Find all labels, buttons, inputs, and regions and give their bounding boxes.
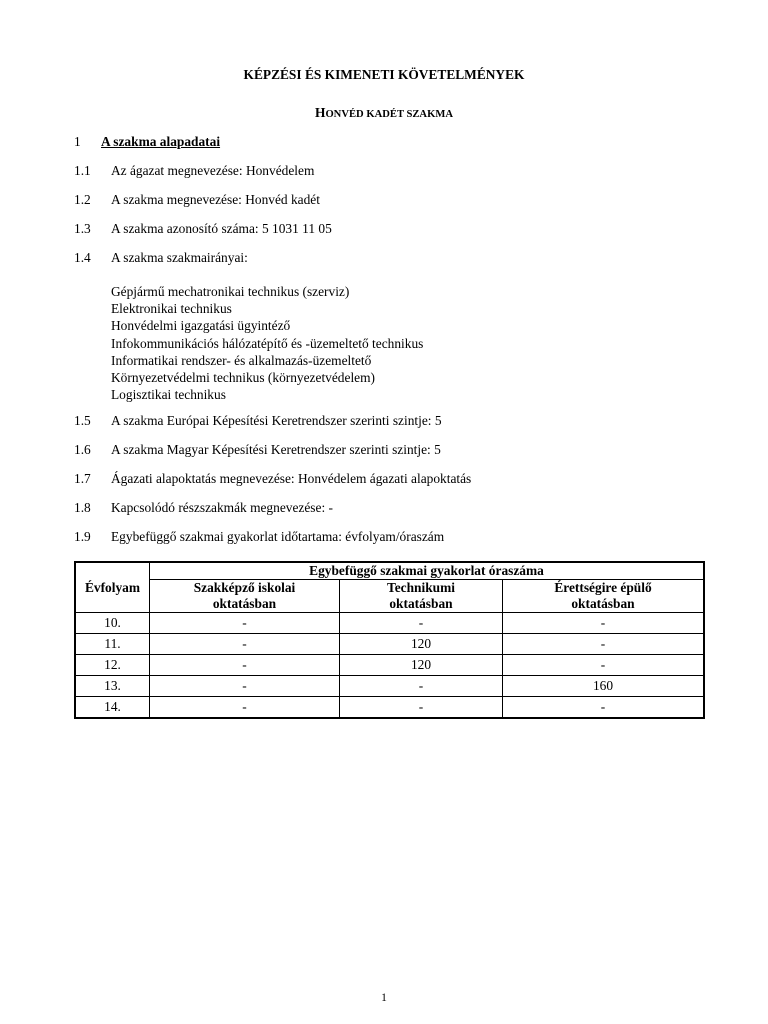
item-number: 1.6 — [74, 442, 91, 457]
table-cell: 120 — [340, 634, 503, 655]
specialization-item: Gépjármű mechatronikai technikus (szerviz) — [111, 284, 350, 299]
column-header-line: Technikumi — [387, 580, 455, 595]
column-header-line: oktatásban — [571, 596, 635, 611]
table-cell: - — [150, 697, 340, 719]
specialization-item: Infokommunikációs hálózatépítő és -üzemeltető technikus — [111, 335, 424, 351]
table-cell: 10. — [75, 613, 150, 634]
table-cell: - — [503, 613, 705, 634]
column-header — [340, 580, 503, 613]
document-subtitle — [0, 105, 768, 122]
specialization-item: Honvédelmi igazgatási ügyintéző — [111, 318, 291, 334]
item-number: 1.5 — [74, 413, 91, 428]
table-cell: 13. — [75, 676, 150, 697]
table-cell: - — [503, 697, 705, 719]
table-cell: 120 — [340, 655, 503, 676]
item-text: A szakma Európai Képesítési Keretrendszer szerinti szintje: 5 — [111, 413, 442, 428]
section-title: A szakma alapadatai — [101, 134, 221, 149]
item-text: A szakma megnevezése: Honvéd kadét — [111, 192, 320, 207]
specialization-list — [111, 283, 423, 403]
column-header — [150, 580, 340, 613]
column-header-line: Szakképző iskolai — [193, 580, 296, 595]
specialization-item: Elektronikai technikus — [111, 301, 232, 317]
item-text: Egybefüggő szakmai gyakorlat időtartama: évfolyam/óraszám — [111, 529, 445, 544]
item-text: Kapcsolódó részszakmák megnevezése: - — [111, 500, 333, 515]
item-text: A szakma azonosító száma: 5 1031 11 05 — [111, 221, 332, 236]
item-number: 1.4 — [74, 250, 91, 265]
table-cell: 12. — [75, 655, 150, 676]
column-header-line: Érettségire épülő — [554, 580, 652, 595]
item-text: Ágazati alapoktatás megnevezése: Honvédelem ágazati alapoktatás — [111, 471, 472, 486]
table-subheader-row — [75, 580, 704, 613]
practice-hours-table — [74, 561, 705, 719]
group-header: Egybefüggő szakmai gyakorlat óraszáma — [150, 562, 705, 580]
item-number: 1.9 — [74, 529, 91, 544]
item-number: 1.8 — [74, 500, 91, 515]
specialization-item: Logisztikai technikus — [111, 387, 226, 403]
table-cell: - — [150, 676, 340, 697]
table-cell: - — [150, 634, 340, 655]
table-cell: - — [150, 655, 340, 676]
item-text: Az ágazat megnevezése: Honvédelem — [111, 163, 315, 178]
table-cell: 11. — [75, 634, 150, 655]
item-text: A szakma Magyar Képesítési Keretrendszer szerinti szintje: 5 — [111, 442, 441, 457]
table-cell: - — [150, 613, 340, 634]
section-number: 1 — [74, 134, 81, 149]
specialization-item: Környezetvédelmi technikus (környezetvédelem) — [111, 370, 375, 386]
table-cell: 160 — [503, 676, 705, 697]
table-cell: 14. — [75, 697, 150, 719]
item-number: 1.3 — [74, 221, 91, 236]
table-row — [75, 613, 704, 634]
table-row — [75, 655, 704, 676]
item-number: 1.2 — [74, 192, 91, 207]
specialization-item: Informatikai rendszer- és alkalmazás-üzemeltető — [111, 352, 372, 368]
item-number: 1.1 — [74, 163, 91, 178]
table-cell: - — [503, 634, 705, 655]
column-header-line: oktatásban — [389, 596, 453, 611]
table-cell: - — [340, 613, 503, 634]
grade-column-header: Évfolyam — [75, 562, 150, 613]
page-number: 1 — [381, 992, 387, 1004]
column-header — [503, 580, 705, 613]
document-title: KÉPZÉSI ÉS KIMENETI KÖVETELMÉNYEK — [243, 67, 525, 82]
item-number: 1.7 — [74, 471, 91, 486]
subtitle-rest: ONVÉD KADÉT SZAKMA — [325, 109, 453, 120]
column-header-line: oktatásban — [212, 596, 277, 611]
table-cell: - — [340, 676, 503, 697]
table-header-row — [75, 562, 704, 580]
table-row — [75, 676, 704, 697]
table-row — [75, 634, 704, 655]
table-row — [75, 697, 704, 719]
table-cell: - — [340, 697, 503, 719]
item-text: A szakma szakmairányai: — [111, 250, 248, 265]
subtitle-initial: H — [315, 105, 326, 120]
table-cell: - — [503, 655, 705, 676]
